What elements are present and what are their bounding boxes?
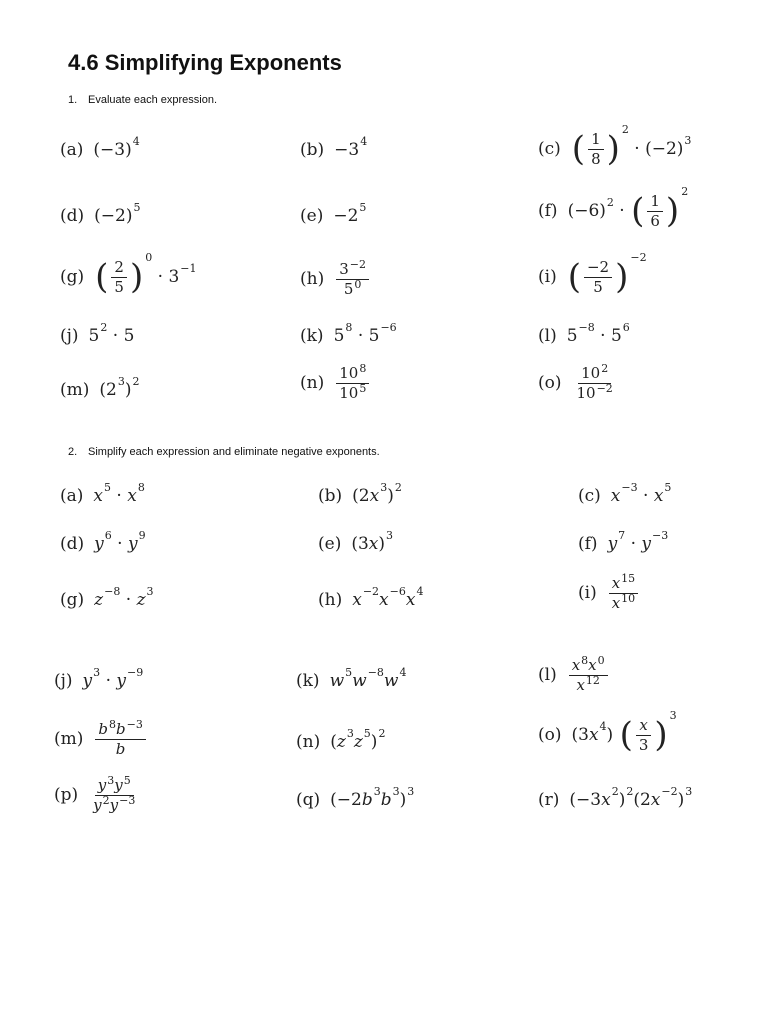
s1-o-den-base: 10 [576, 384, 596, 402]
s2-b-e2: 2 [394, 481, 402, 494]
s2-l-ne1: 8 [581, 654, 589, 667]
s1-k-op: · [357, 326, 364, 346]
s1-label-c: (c) [538, 139, 561, 159]
s2-p-de1: 2 [102, 794, 110, 807]
s1-label-b: (b) [300, 140, 325, 160]
s1-k-exp: 8 [345, 321, 353, 334]
s2-problem-e [318, 529, 394, 554]
s2-q-close: ) [399, 790, 407, 810]
s2-h-v1: x [352, 590, 362, 610]
s2-o-e2: 3 [669, 709, 677, 722]
s2-a-e2: 8 [137, 481, 145, 494]
s2-problem-i [578, 572, 640, 612]
s2-q-v2: b [380, 790, 392, 810]
s2-label-a: (a) [60, 486, 84, 506]
s2-j-e1: 3 [93, 666, 101, 679]
s1-problem-n [300, 362, 371, 402]
s1-f-exp: 2 [606, 196, 614, 209]
s1-e-base: −2 [333, 206, 359, 226]
s2-n-e2: 5 [363, 727, 371, 740]
s1-label-a: (a) [60, 140, 84, 160]
s1-o-num-base: 10 [581, 364, 601, 382]
s2-d-v2: y [127, 534, 138, 554]
s2-q-open: (−2 [330, 790, 362, 810]
s2-j-op: · [105, 671, 111, 691]
s1-n-num-base: 10 [339, 364, 359, 382]
s2-i-nv: x [611, 574, 621, 592]
s2-r-close2: ) [677, 790, 685, 810]
s1-h-den-exp: 0 [354, 278, 362, 291]
s2-q-e3: 3 [407, 785, 415, 798]
s2-f-v1: y [607, 534, 618, 554]
s2-k-v1: w [329, 671, 345, 691]
s1-label-l: (l) [538, 326, 557, 346]
s2-c-op: · [643, 486, 649, 506]
s1-g-exp: 0 [145, 251, 153, 264]
s1-f-base: (−6) [567, 201, 606, 221]
s2-k-v3: w [383, 671, 399, 691]
s2-label-j: (j) [54, 671, 73, 691]
s2-label-o: (o) [538, 725, 562, 745]
section-2-number: 2. [68, 446, 78, 458]
s2-d-e1: 6 [104, 529, 112, 542]
s2-m-nv1: b [98, 720, 108, 738]
s2-label-f: (f) [578, 534, 598, 554]
s2-p-ne1: 3 [107, 774, 115, 787]
s2-p-ne2: 5 [123, 774, 131, 787]
s1-i-exp: −2 [630, 251, 647, 264]
s2-h-e3: 4 [416, 585, 424, 598]
s1-m-exp2: 2 [132, 375, 140, 388]
s2-k-e2: −8 [367, 666, 384, 679]
s1-g-exp2: −1 [180, 262, 197, 275]
s2-e-v1: x [368, 534, 379, 554]
s2-c-e1: −3 [621, 481, 638, 494]
s1-a-exp: 4 [132, 135, 140, 148]
s2-g-e1: −8 [104, 585, 121, 598]
s2-f-e1: 7 [618, 529, 626, 542]
s2-l-ne2: 0 [597, 654, 605, 667]
s2-f-e2: −3 [652, 529, 669, 542]
s2-b-v1: x [369, 486, 380, 506]
s1-label-e: (e) [300, 206, 324, 226]
s1-problem-o [538, 362, 618, 402]
s2-r-e3: −2 [661, 785, 678, 798]
s2-problem-q [296, 785, 415, 810]
s2-l-dv: x [576, 676, 585, 694]
s2-q-e2: 3 [392, 785, 400, 798]
s1-c-num: 1 [588, 132, 604, 150]
s2-problem-l [538, 654, 610, 694]
s2-b-open: (2 [352, 486, 370, 506]
s1-problem-j [60, 321, 135, 346]
s1-problem-b [300, 135, 368, 160]
s2-problem-c [578, 481, 672, 506]
s1-problem-l [538, 321, 630, 346]
s1-g-den: 5 [114, 278, 124, 296]
s2-q-v1: b [361, 790, 373, 810]
s1-n-den-exp: 5 [359, 382, 367, 395]
s2-e-open: (3 [351, 534, 369, 554]
s2-m-ne1: 8 [109, 718, 116, 731]
s1-j-exp: 2 [100, 321, 108, 334]
s2-label-n: (n) [296, 732, 321, 752]
s2-k-v2: w [352, 671, 367, 691]
s1-problem-m [60, 375, 140, 400]
s2-n-e3: 2 [378, 727, 386, 740]
s2-label-d: (d) [60, 534, 85, 554]
s2-m-ne2: −3 [126, 718, 143, 731]
s2-a-v2: x [127, 486, 137, 506]
s2-o-e1: 4 [599, 720, 607, 733]
s2-n-v1: z [336, 732, 346, 752]
s2-m-nv2: b [116, 720, 126, 738]
s1-l-base2: 5 [610, 326, 622, 346]
s1-l-exp2: 6 [622, 321, 630, 334]
s1-g-num: 2 [111, 260, 127, 278]
s1-e-exp: 5 [359, 201, 367, 214]
s1-problem-c: (c) ( $\frac{1}{8}$ ) 2 · (−2) 3 [538, 123, 692, 170]
s2-label-e: (e) [318, 534, 342, 554]
s2-r-close1: ) [618, 790, 626, 810]
s1-label-d: (d) [60, 206, 85, 226]
s2-n-close: ) [370, 732, 378, 752]
s1-label-k: (k) [300, 326, 324, 346]
s1-j-op: · [112, 326, 119, 346]
s2-j-v2: y [116, 671, 126, 691]
s2-j-e2: −9 [126, 666, 144, 679]
s1-m-base: 2 [106, 380, 117, 400]
s2-label-i: (i) [578, 583, 597, 603]
s2-problem-g [60, 585, 154, 610]
section-1-instruction [68, 94, 217, 106]
s2-problem-d [60, 529, 146, 554]
s2-o-open: (3 [571, 725, 589, 745]
s2-c-v2: x [653, 486, 664, 506]
s2-problem-m [54, 718, 148, 758]
s2-h-v3: x [405, 590, 416, 610]
s2-problem-b [318, 481, 402, 506]
s2-r-v1: x [601, 790, 611, 810]
s2-i-dv: x [611, 594, 621, 612]
s2-f-op: · [630, 534, 636, 554]
s2-c-v1: x [610, 486, 621, 506]
s2-e-e2: 3 [386, 529, 394, 542]
s1-k-base: 5 [333, 326, 345, 346]
s1-d-exp: 5 [133, 201, 141, 214]
s2-label-r: (r) [538, 790, 560, 810]
s2-label-l: (l) [538, 665, 557, 685]
s1-label-g: (g) [60, 267, 85, 287]
s2-problem-j [54, 666, 144, 691]
s1-f-op: · [619, 201, 625, 221]
s2-r-e4: 3 [685, 785, 693, 798]
s1-n-num-exp: 8 [359, 362, 367, 375]
s1-label-h: (h) [300, 269, 325, 289]
s1-c-op: · [634, 139, 640, 159]
s1-problem-d [60, 201, 141, 226]
s1-label-f: (f) [538, 201, 558, 221]
s2-p-nv1: y [97, 776, 107, 794]
s2-k-e1: 5 [345, 666, 353, 679]
s1-problem-f: (f) (−6) 2 · ( $\frac{1}{6}$ ) 2 [538, 185, 689, 232]
s2-o-fd: 3 [638, 736, 649, 754]
section-1-text: Evaluate each expression. [88, 94, 218, 106]
s2-f-v2: y [641, 534, 651, 554]
s1-j-base: 5 [88, 326, 100, 346]
s2-j-v1: y [82, 671, 93, 691]
s2-r-open1: (−3 [569, 790, 602, 810]
s1-g-base2: 3 [168, 267, 180, 287]
s1-problem-k [300, 321, 397, 346]
s1-problem-e [300, 201, 367, 226]
s2-o-fn: x [636, 718, 650, 736]
s2-d-v1: y [94, 534, 104, 554]
s2-i-ne: 15 [621, 572, 636, 585]
page-title: 4.6 Simplifying Exponents [68, 50, 342, 75]
s2-a-v1: x [93, 486, 103, 506]
s2-r-e1: 2 [611, 785, 619, 798]
s1-f-den: 6 [650, 212, 660, 230]
s2-h-v2: x [379, 590, 389, 610]
s2-label-m: (m) [54, 729, 84, 749]
s2-l-nv1: x [571, 656, 581, 674]
s2-g-v1: z [94, 590, 104, 610]
s1-f-num: 1 [647, 194, 663, 212]
s1-b-exp: 4 [360, 135, 368, 148]
s2-p-dv1: y [93, 796, 102, 814]
s2-k-e3: 4 [399, 666, 407, 679]
s2-b-close: ) [387, 486, 394, 506]
s1-h-den-base: 5 [343, 280, 354, 298]
s2-r-open2: (2 [633, 790, 651, 810]
s2-n-e1: 3 [346, 727, 354, 740]
s1-label-i: (i) [538, 267, 557, 287]
s2-b-e1: 3 [380, 481, 388, 494]
s1-l-base: 5 [566, 326, 578, 346]
s1-c-base2: (−2) [645, 139, 684, 159]
s2-g-op: · [125, 590, 132, 610]
s2-p-de2: −3 [119, 794, 136, 807]
s1-m-close: ) [124, 380, 132, 400]
s2-problem-n [296, 727, 386, 752]
s1-n-den-base: 10 [339, 384, 359, 402]
s1-label-j: (j) [60, 326, 79, 346]
s1-c-den: 8 [591, 150, 601, 168]
s1-b-base: −3 [334, 140, 360, 160]
s2-label-k: (k) [296, 671, 320, 691]
s2-n-open: ( [330, 732, 337, 752]
s1-problem-h [300, 258, 371, 298]
s2-o-close: ) [606, 725, 614, 745]
s2-p-dv2: y [109, 796, 119, 814]
s1-o-den-exp: −2 [596, 382, 613, 395]
s2-q-e1: 3 [373, 785, 381, 798]
s2-label-g: (g) [60, 590, 85, 610]
s1-problem-i: (i) ( $\frac{-2}{5}$ ) −2 [538, 251, 647, 298]
s2-h-e2: −6 [389, 585, 406, 598]
s1-problem-a [60, 135, 140, 160]
s1-a-base: (−3) [93, 140, 132, 160]
s2-c-e2: 5 [664, 481, 672, 494]
s2-label-b: (b) [318, 486, 343, 506]
s1-m-exp: 3 [117, 375, 125, 388]
s2-h-e1: −2 [362, 585, 380, 598]
section-1-number: 1. [68, 94, 78, 106]
s2-r-e2: 2 [626, 785, 634, 798]
s2-problem-k [296, 666, 407, 691]
s2-a-op: · [116, 486, 122, 506]
s2-m-dv: b [115, 740, 126, 758]
s1-h-num-exp: −2 [349, 258, 366, 271]
s2-problem-o: (o) (3 x 4 ) ( $\frac{x}{3}$ ) 3 [538, 709, 677, 756]
s1-k-base2: 5 [368, 326, 380, 346]
s1-h-num-base: 3 [339, 260, 349, 278]
s2-l-nv2: x [588, 656, 597, 674]
section-2-instruction [68, 446, 380, 458]
s2-problem-p [54, 774, 140, 814]
s1-g-op: · [157, 267, 164, 287]
s1-i-den: 5 [593, 278, 603, 296]
s1-k-exp2: −6 [380, 321, 397, 334]
s2-l-de: 12 [585, 674, 600, 687]
s1-c-exp2: 3 [684, 134, 692, 147]
s1-m-open: ( [99, 380, 107, 400]
s2-problem-a [60, 481, 145, 506]
s2-d-op: · [117, 534, 123, 554]
s2-problem-r [538, 785, 693, 810]
s2-label-p: (p) [54, 785, 79, 805]
s2-label-c: (c) [578, 486, 601, 506]
s2-label-q: (q) [296, 790, 321, 810]
s1-problem-g: (g) ( $\frac{2}{5}$ ) 0 · 3 −1 [60, 251, 197, 298]
s1-label-n: (n) [300, 373, 325, 393]
s1-f-exp2: 2 [681, 185, 689, 198]
s1-c-exp: 2 [621, 123, 629, 136]
s2-e-close: ) [378, 534, 386, 554]
s2-o-v1: x [588, 725, 599, 745]
s2-n-v2: z [353, 732, 363, 752]
s1-label-o: (o) [538, 373, 562, 393]
s2-p-nv2: y [114, 776, 123, 794]
s2-g-v2: z [136, 590, 146, 610]
s2-i-de: 10 [621, 592, 636, 605]
s1-label-m: (m) [60, 380, 90, 400]
s2-d-e2: 9 [138, 529, 146, 542]
s1-i-num: −2 [584, 260, 612, 278]
s1-d-base: (−2) [94, 206, 133, 226]
s1-o-num-exp: 2 [601, 362, 609, 375]
s2-g-e2: 3 [146, 585, 154, 598]
section-2-text: Simplify each expression and eliminate negative exponents. [88, 446, 380, 458]
s2-problem-h [318, 585, 424, 610]
s2-label-h: (h) [318, 590, 343, 610]
s1-l-op: · [600, 326, 606, 346]
s2-r-v2: x [650, 790, 661, 810]
s2-a-e1: 5 [104, 481, 111, 494]
s1-j-base2: 5 [123, 326, 135, 346]
s1-l-exp: −8 [578, 321, 595, 334]
s2-problem-f [578, 529, 669, 554]
